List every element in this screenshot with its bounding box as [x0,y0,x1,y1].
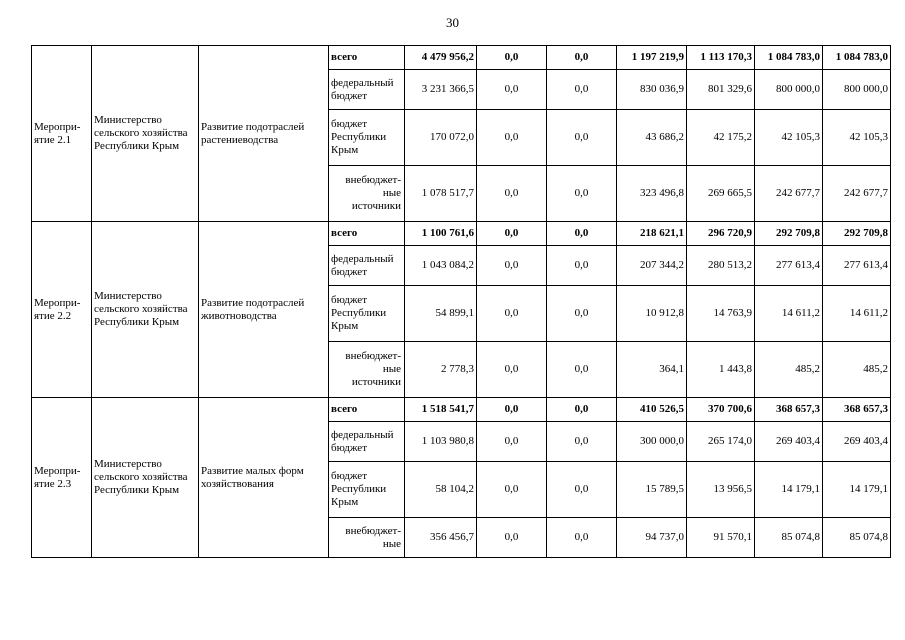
event-cell: Меропри-ятие 2.1 [32,46,92,222]
source-cell: всего [329,222,405,246]
value-cell: 277 613,4 [823,246,891,286]
value-cell: 1 084 783,0 [823,46,891,70]
value-cell: 0,0 [477,462,547,518]
value-cell: 0,0 [547,462,617,518]
value-cell: 0,0 [547,222,617,246]
value-cell: 0,0 [477,246,547,286]
value-cell: 1 078 517,7 [405,166,477,222]
value-cell: 4 479 956,2 [405,46,477,70]
value-cell: 485,2 [823,342,891,398]
value-cell: 0,0 [547,166,617,222]
value-cell: 269 665,5 [687,166,755,222]
value-cell: 14 763,9 [687,286,755,342]
budget-table [31,45,891,558]
event-cell: Меропри-ятие 2.2 [32,222,92,398]
source-cell: бюджет Республики Крым [329,286,405,342]
source-cell: внебюджет-ные источники [329,342,405,398]
value-cell: 265 174,0 [687,422,755,462]
value-cell: 14 179,1 [823,462,891,518]
value-cell: 0,0 [477,166,547,222]
value-cell: 218 621,1 [617,222,687,246]
source-cell: федеральный бюджет [329,246,405,286]
value-cell: 15 789,5 [617,462,687,518]
value-cell: 280 513,2 [687,246,755,286]
ministry-cell: Министерство сельского хозяйства Республики Крым [92,398,199,558]
value-cell: 300 000,0 [617,422,687,462]
source-cell: всего [329,46,405,70]
value-cell: 368 657,3 [823,398,891,422]
value-cell: 364,1 [617,342,687,398]
value-cell: 1 084 783,0 [755,46,823,70]
value-cell: 0,0 [547,342,617,398]
value-cell: 0,0 [477,398,547,422]
value-cell: 0,0 [547,286,617,342]
value-cell: 1 113 170,3 [687,46,755,70]
ministry-cell: Министерство сельского хозяйства Республики Крым [92,46,199,222]
value-cell: 0,0 [477,422,547,462]
value-cell: 356 456,7 [405,518,477,558]
value-cell: 94 737,0 [617,518,687,558]
source-cell: внебюджет-ные источники [329,166,405,222]
value-cell: 0,0 [547,518,617,558]
value-cell: 0,0 [547,110,617,166]
table-row [32,398,891,422]
value-cell: 1 103 980,8 [405,422,477,462]
value-cell: 207 344,2 [617,246,687,286]
value-cell: 1 518 541,7 [405,398,477,422]
source-cell: федеральный бюджет [329,422,405,462]
value-cell: 0,0 [477,110,547,166]
value-cell: 42 175,2 [687,110,755,166]
value-cell: 85 074,8 [755,518,823,558]
value-cell: 800 000,0 [823,70,891,110]
value-cell: 368 657,3 [755,398,823,422]
value-cell: 485,2 [755,342,823,398]
value-cell: 0,0 [547,246,617,286]
ministry-cell: Министерство сельского хозяйства Республики Крым [92,222,199,398]
value-cell: 0,0 [477,342,547,398]
source-cell: бюджет Республики Крым [329,462,405,518]
value-cell: 277 613,4 [755,246,823,286]
value-cell: 85 074,8 [823,518,891,558]
value-cell: 269 403,4 [755,422,823,462]
value-cell: 0,0 [477,46,547,70]
value-cell: 1 100 761,6 [405,222,477,246]
value-cell: 242 677,7 [823,166,891,222]
value-cell: 14 611,2 [755,286,823,342]
value-cell: 0,0 [547,422,617,462]
value-cell: 170 072,0 [405,110,477,166]
source-cell: всего [329,398,405,422]
value-cell: 14 179,1 [755,462,823,518]
value-cell: 0,0 [477,70,547,110]
direction-cell: Развитие малых форм хозяйствования [199,398,329,558]
value-cell: 13 956,5 [687,462,755,518]
value-cell: 1 197 219,9 [617,46,687,70]
value-cell: 800 000,0 [755,70,823,110]
direction-cell: Развитие подотраслей растениеводства [199,46,329,222]
source-cell: внебюджет-ные [329,518,405,558]
event-cell: Меропри-ятие 2.3 [32,398,92,558]
value-cell: 242 677,7 [755,166,823,222]
source-cell: федеральный бюджет [329,70,405,110]
value-cell: 1 443,8 [687,342,755,398]
value-cell: 269 403,4 [823,422,891,462]
value-cell: 3 231 366,5 [405,70,477,110]
value-cell: 0,0 [547,70,617,110]
value-cell: 292 709,8 [755,222,823,246]
value-cell: 54 899,1 [405,286,477,342]
value-cell: 323 496,8 [617,166,687,222]
value-cell: 0,0 [477,286,547,342]
value-cell: 42 105,3 [823,110,891,166]
value-cell: 292 709,8 [823,222,891,246]
value-cell: 0,0 [477,518,547,558]
value-cell: 0,0 [547,398,617,422]
value-cell: 0,0 [477,222,547,246]
value-cell: 830 036,9 [617,70,687,110]
value-cell: 58 104,2 [405,462,477,518]
table-row [32,222,891,246]
table-row [32,46,891,70]
value-cell: 296 720,9 [687,222,755,246]
value-cell: 0,0 [547,46,617,70]
value-cell: 43 686,2 [617,110,687,166]
value-cell: 2 778,3 [405,342,477,398]
value-cell: 42 105,3 [755,110,823,166]
value-cell: 801 329,6 [687,70,755,110]
value-cell: 91 570,1 [687,518,755,558]
page-number: 30 [446,15,459,30]
direction-cell: Развитие подотраслей животноводства [199,222,329,398]
value-cell: 14 611,2 [823,286,891,342]
value-cell: 1 043 084,2 [405,246,477,286]
source-cell: бюджет Республики Крым [329,110,405,166]
value-cell: 10 912,8 [617,286,687,342]
value-cell: 410 526,5 [617,398,687,422]
value-cell: 370 700,6 [687,398,755,422]
